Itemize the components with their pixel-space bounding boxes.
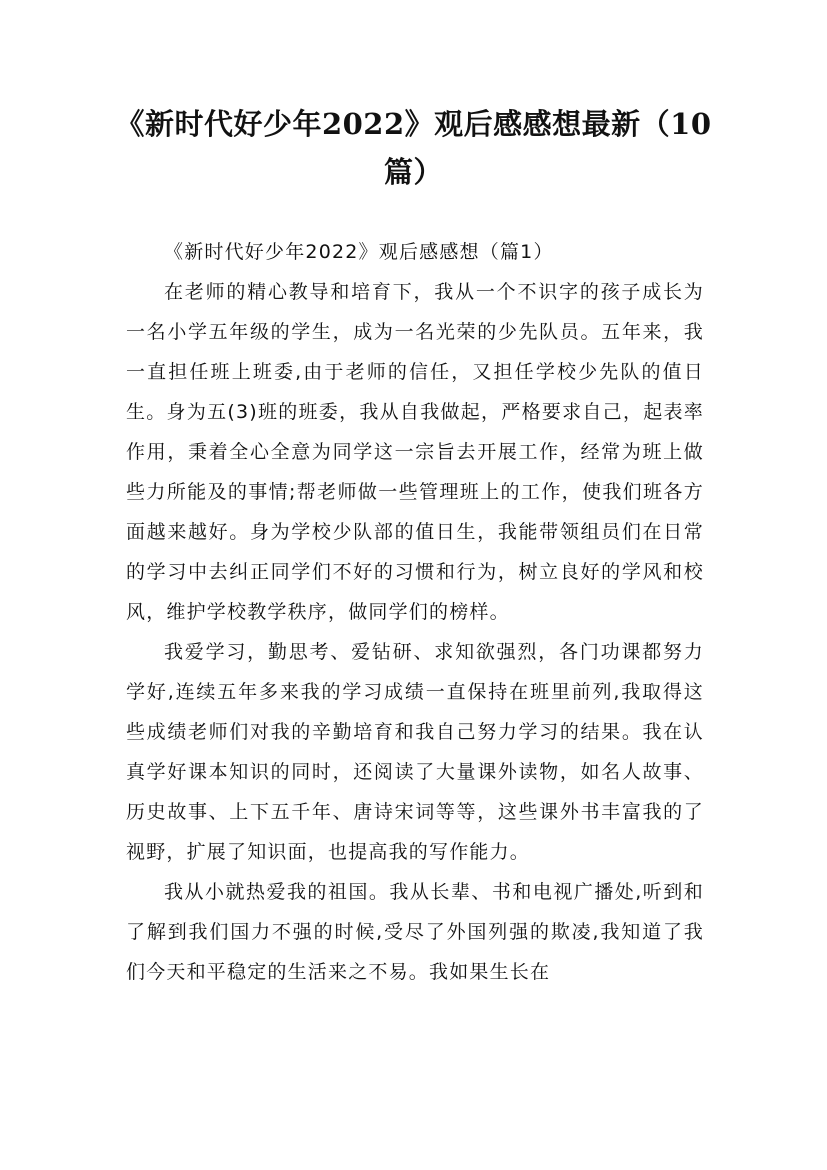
paragraph-2: 我爱学习，勤思考、爱钻研、求知欲强烈，各门功课都努力学好,连续五年多来我的学习成绩一直保持在班里前列,我取得这些成绩老师们对我的辛勤培育和我自己努力学习的结果。我在认真学好课本知识的同时，还阅读了大量课外读物，如名人故事、历史故事、上下五千年、唐诗宋词等等，这些课外书丰富我的了视野，扩展了知识面，也提高我的写作能力。 — [126, 641, 704, 863]
paragraph-1: 在老师的精心教导和培育下，我从一个不识字的孩子成长为一名小学五年级的学生，成为一名光荣的少先队员。五年来，我一直担任班上班委,由于老师的信任，又担任学校少先队的值日生。身为五(3)班的班委，我从自我做起，严格要求自己，起表率作用，秉着全心全意为同学这一宗旨去开展工作，经常为班上做些力所能及的事情;帮老师做一些管理班上的工作，使我们班各方面越来越好。身为学校少队部的值日生，我能带领组员们在日常的学习中去纠正同学们不好的习惯和行为，树立良好的学风和校风，维护学校教学秩序，做同学们的榜样。 — [126, 281, 704, 623]
section-heading: 《新时代好少年2022》观后感感想（篇1） — [164, 241, 554, 263]
document-body — [126, 232, 704, 992]
document-title: 《新时代好少年2022》观后感感想最新（10篇） — [115, 107, 712, 189]
paragraph-3: 我从小就热爱我的祖国。我从长辈、书和电视广播处,听到和了解到我们国力不强的时候,受尽了外国列强的欺凌,我知道了我们今天和平稳定的生活来之不易。我如果生长在 — [126, 881, 704, 983]
